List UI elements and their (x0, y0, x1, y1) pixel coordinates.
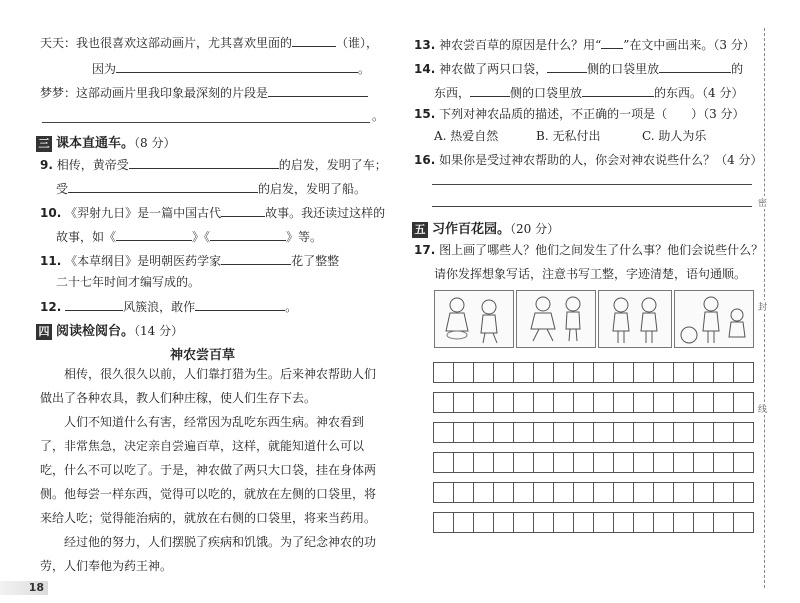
question-14-line-2: 东西， 侧的口袋里放 的东西。（4 分） (434, 86, 744, 100)
writing-cell[interactable] (613, 482, 634, 503)
writing-cell[interactable] (693, 452, 714, 473)
writing-cell[interactable] (733, 362, 754, 383)
answer-blank[interactable] (129, 156, 279, 169)
writing-cell[interactable] (453, 392, 474, 413)
writing-cell[interactable] (613, 422, 634, 443)
writing-cell[interactable] (573, 422, 594, 443)
writing-cell[interactable] (573, 482, 594, 503)
writing-cell[interactable] (693, 512, 714, 533)
writing-cell[interactable] (593, 482, 614, 503)
writing-cell[interactable] (513, 452, 534, 473)
section-5-header: 五 习作百花园。（20 分） (412, 218, 559, 238)
question-16: 16. 如果你是受过神农帮助的人，你会对神农说些什么？（4 分） (414, 153, 763, 167)
answer-blank[interactable] (268, 84, 368, 97)
tiantian-line-2: 因为 。 (92, 62, 371, 76)
answer-blank[interactable] (210, 228, 286, 241)
question-15-options (434, 128, 706, 144)
writing-cell[interactable] (733, 482, 754, 503)
answer-blank[interactable] (547, 60, 587, 73)
story-paragraph-1: 相传，很久很久以前，人们靠打猎为生。后来神农帮助人们做出了各种农具，教人们种庄稼，使人们生存下去。 (40, 367, 377, 405)
writing-cell[interactable] (633, 512, 654, 533)
children-running-illustration (517, 291, 595, 347)
writing-cell[interactable] (493, 482, 514, 503)
writing-cell[interactable] (713, 482, 734, 503)
mengmeng-line: 梦梦：这部动画片里我印象最深刻的片段是 (40, 84, 368, 101)
writing-cell[interactable] (593, 422, 614, 443)
writing-cell[interactable] (553, 392, 574, 413)
writing-cell[interactable] (673, 392, 694, 413)
story-title: 神农尝百草 (170, 348, 236, 363)
writing-cell[interactable] (533, 422, 554, 443)
answer-blank[interactable] (292, 34, 336, 47)
writing-cell[interactable] (453, 452, 474, 473)
section-4-header: 四 阅读检阅台。（14 分） (36, 320, 183, 340)
writing-cell[interactable] (633, 452, 654, 473)
section-3-header: 三 课本直通车。（8 分） (36, 132, 175, 152)
picture-panel-3 (598, 290, 672, 348)
writing-cell[interactable] (733, 392, 754, 413)
writing-cell[interactable] (693, 482, 714, 503)
writing-cell[interactable] (693, 362, 714, 383)
writing-cell[interactable] (553, 362, 574, 383)
writing-cell[interactable] (573, 392, 594, 413)
writing-cell[interactable] (733, 422, 754, 443)
answer-blank[interactable] (195, 298, 285, 311)
answer-line[interactable] (42, 122, 370, 123)
question-9-line-1: 9. 相传，黄帝受 的启发，发明了车； (40, 158, 387, 172)
writing-cell[interactable] (453, 482, 474, 503)
writing-cell[interactable] (553, 482, 574, 503)
writing-cell[interactable] (533, 452, 554, 473)
writing-cell[interactable] (473, 362, 494, 383)
writing-cell[interactable] (533, 512, 554, 533)
writing-cell[interactable] (433, 482, 454, 503)
writing-cell[interactable] (653, 482, 674, 503)
children-playing-illustration (435, 291, 513, 347)
writing-cell[interactable] (613, 362, 634, 383)
writing-cell[interactable] (613, 512, 634, 533)
writing-cell[interactable] (493, 392, 514, 413)
writing-cell[interactable] (673, 422, 694, 443)
writing-cell[interactable] (533, 362, 554, 383)
writing-cell[interactable] (633, 482, 654, 503)
answer-blank[interactable] (659, 60, 731, 73)
writing-cell[interactable] (593, 452, 614, 473)
answer-line[interactable] (432, 184, 752, 185)
writing-cell[interactable] (513, 422, 534, 443)
writing-cell[interactable] (733, 452, 754, 473)
tiantian-line-1: 天天：我也很喜欢这部动画片，尤其喜欢里面的 （谁）， (40, 36, 379, 50)
writing-cell[interactable] (633, 422, 654, 443)
writing-cell[interactable] (613, 392, 634, 413)
writing-cell[interactable] (673, 482, 694, 503)
writing-cell[interactable] (493, 422, 514, 443)
writing-cell[interactable] (453, 362, 474, 383)
writing-cell[interactable] (613, 452, 634, 473)
writing-cell[interactable] (713, 362, 734, 383)
children-standing-illustration (599, 291, 671, 347)
writing-cell[interactable] (633, 362, 654, 383)
writing-cell[interactable] (513, 392, 534, 413)
question-15: 15. 下列对神农品质的描述，不正确的一项是（ ）（3 分） (414, 107, 745, 121)
writing-cell[interactable] (433, 362, 454, 383)
writing-cell[interactable] (433, 422, 454, 443)
writing-cell[interactable] (653, 392, 674, 413)
seal-label-3: 线 (758, 402, 767, 415)
answer-blank[interactable] (68, 180, 258, 193)
page-number-tab (0, 581, 48, 595)
answer-blank[interactable] (470, 84, 510, 97)
period: 。 (372, 109, 385, 123)
writing-cell[interactable] (473, 482, 494, 503)
writing-cell[interactable] (693, 392, 714, 413)
writing-cell[interactable] (433, 392, 454, 413)
picture-panel-1 (434, 290, 514, 348)
picture-panel-2 (516, 290, 596, 348)
picture-panel-4 (674, 290, 754, 348)
page-number: 18 (28, 581, 44, 594)
writing-cell[interactable] (573, 512, 594, 533)
answer-line[interactable] (432, 206, 752, 207)
underline-sample (601, 36, 623, 49)
question-10-line-2: 故事，如《 》《 》等。 (56, 230, 323, 244)
question-11-line-1: 11. 《本草纲目》是明朝医药学家 花了整整 (40, 254, 340, 268)
story-paragraph-3: 经过他的努力，人们摆脱了疾病和饥饿。为了纪念神农的功劳，人们奉他为药王神。 (40, 535, 377, 573)
writing-cell[interactable] (513, 512, 534, 533)
writing-cell[interactable] (713, 452, 734, 473)
question-17-line-1: 17. 图上画了哪些人？他们之间发生了什么事？他们会说些什么？ (414, 243, 764, 257)
answer-blank[interactable] (582, 84, 654, 97)
writing-cell[interactable] (593, 392, 614, 413)
question-12: 12. 风簇浪，敢作 。 (40, 300, 298, 314)
writing-cell[interactable] (553, 422, 574, 443)
story-paragraph-2: 人们不知道什么有害，经常因为乱吃东西生病。神农看到了，非常焦急，决定亲自尝遍百草，这样，就能知道什么可以吃，什么不可以吃了。于是，神农做了两只大口袋，挂在身体两侧。他每尝一样东西，觉得可以吃的，就放在左侧的口袋里，将来给人吃；觉得能治病的，就放在右侧的口袋里，将来当药用。 (40, 415, 377, 525)
writing-cell[interactable] (653, 452, 674, 473)
seal-label-2: 封 (758, 300, 767, 313)
question-11-line-2: 二十七年时间才编写成的。 (56, 275, 201, 289)
option-a[interactable]: A. 热爱自然 (434, 129, 499, 143)
answer-blank[interactable] (221, 204, 265, 217)
writing-cell[interactable] (713, 392, 734, 413)
question-17-line-2: 请你发挥想象写话，注意书写工整，字迹清楚，语句通顺。 (434, 267, 747, 281)
answer-blank[interactable] (65, 298, 123, 311)
writing-cell[interactable] (473, 452, 494, 473)
writing-cell[interactable] (493, 362, 514, 383)
option-c[interactable]: C. 助人为乐 (642, 129, 707, 143)
writing-cell[interactable] (533, 482, 554, 503)
writing-cell[interactable] (573, 452, 594, 473)
writing-cell[interactable] (673, 362, 694, 383)
writing-cell[interactable] (713, 512, 734, 533)
answer-blank[interactable] (116, 60, 358, 73)
question-13: 13. 神农尝百草的原因是什么？用“ ”在文中画出来。（3 分） (414, 38, 755, 52)
question-10-line-1: 10. 《羿射九日》是一篇中国古代 故事。我还读过这样的 (40, 206, 386, 220)
writing-cell[interactable] (713, 422, 734, 443)
writing-cell[interactable] (653, 422, 674, 443)
writing-cell[interactable] (453, 422, 474, 443)
writing-cell[interactable] (513, 482, 534, 503)
writing-cell[interactable] (453, 512, 474, 533)
writing-cell[interactable] (593, 512, 614, 533)
answer-blank[interactable] (221, 252, 291, 265)
writing-cell[interactable] (473, 422, 494, 443)
writing-cell[interactable] (533, 392, 554, 413)
writing-cell[interactable] (493, 512, 514, 533)
writing-cell[interactable] (433, 512, 454, 533)
writing-cell[interactable] (673, 452, 694, 473)
answer-blank[interactable] (116, 228, 192, 241)
writing-cell[interactable] (633, 392, 654, 413)
writing-cell[interactable] (733, 512, 754, 533)
option-b[interactable]: B. 无私付出 (536, 129, 601, 143)
writing-cell[interactable] (473, 392, 494, 413)
seal-label-1: 密 (758, 196, 767, 209)
writing-cell[interactable] (693, 422, 714, 443)
writing-cell[interactable] (433, 452, 454, 473)
writing-cell[interactable] (473, 512, 494, 533)
writing-cell[interactable] (593, 362, 614, 383)
children-with-toys-illustration (675, 291, 753, 347)
writing-cell[interactable] (493, 452, 514, 473)
question-14-line-1: 14. 神农做了两只口袋， 侧的口袋里放 的 (414, 62, 744, 76)
right-page (400, 0, 800, 603)
writing-cell[interactable] (653, 362, 674, 383)
writing-cell[interactable] (573, 362, 594, 383)
writing-cell[interactable] (513, 362, 534, 383)
writing-cell[interactable] (553, 452, 574, 473)
writing-cell[interactable] (673, 512, 694, 533)
writing-cell[interactable] (553, 512, 574, 533)
writing-cell[interactable] (653, 512, 674, 533)
question-9-line-2: 受 的启发，发明了船。 (56, 182, 367, 196)
